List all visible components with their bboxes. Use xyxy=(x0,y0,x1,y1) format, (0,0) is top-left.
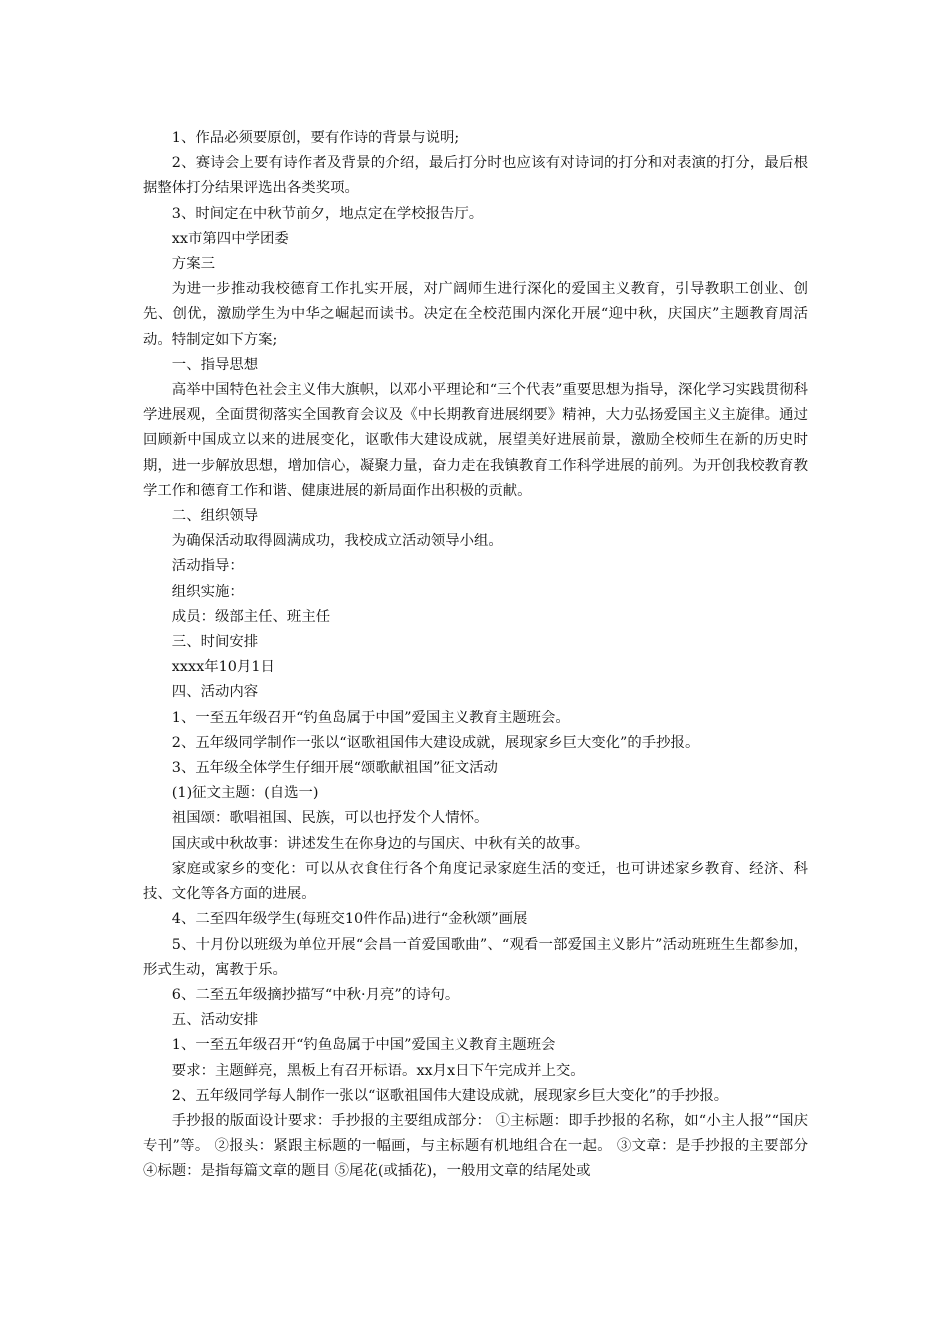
paragraph: 1、一至五年级召开“钓鱼岛属于中国”爱国主义教育主题班会 xyxy=(171,1037,556,1054)
section-heading: 三、时间安排 xyxy=(171,634,259,651)
paragraph: 2、五年级同学每人制作一张以“讴歌祖国伟大建设成就，展现家乡巨大变化”的手抄报。 xyxy=(171,1087,729,1104)
paragraph: 2、五年级同学制作一张以“讴歌祖国伟大建设成就，展现家乡巨大变化”的手抄报。 xyxy=(171,734,700,751)
section-heading: 二、组织领导 xyxy=(171,508,259,525)
paragraph: 活动指导： xyxy=(171,558,244,575)
paragraph: (1)征文主题：(自选一) xyxy=(171,785,319,802)
paragraph: xxxx年10月1日 xyxy=(171,659,275,676)
paragraph: 3、五年级全体学生仔细开展“颂歌献祖国”征文活动 xyxy=(171,760,498,777)
paragraph: 6、二至五年级摘抄描写“中秋·月亮”的诗句。 xyxy=(171,986,460,1003)
section-heading: 四、活动内容 xyxy=(171,684,259,701)
paragraph: 1、一至五年级召开“钓鱼岛属于中国”爱国主义教育主题班会。 xyxy=(171,709,570,726)
paragraph: 4、二至四年级学生(每班交10件作品)进行“金秋颂”画展 xyxy=(171,911,528,928)
paragraph: 为确保活动取得圆满成功，我校成立活动领导小组。 xyxy=(171,533,503,550)
paragraph: 3、时间定在中秋节前夕，地点定在学校报告厅。 xyxy=(171,205,484,222)
section-heading: 五、活动安排 xyxy=(171,1012,259,1029)
paragraph: 家庭或家乡的变化：可以从衣食住行各个角度记录家庭生活的变迁，也可讲述家乡教育、经济、科技、文化等各方面的进展。 xyxy=(143,860,808,903)
section-title: 方案三 xyxy=(171,256,215,273)
paragraph: 祖国颂：歌唱祖国、民族，可以也抒发个人情怀。 xyxy=(171,810,489,827)
paragraph: 高举中国特色社会主义伟大旗帜，以邓小平理论和“三个代表”重要思想为指导，深化学习实践贯彻科学进展观，全面贯彻落实全国教育会议及《中长期教育进展纲要》精神，大力弘扬爱国主义主旋律。通过回顾新中国成立以来的进展变化，讴歌伟大建设成就，展望美好进展前景，激励全校师生在新的历史时期，进一步解放思想，增加信心，凝聚力量，奋力走在我镇教育工作科学进展的前列。为开创我校教育教学工作和德育工作和谐、健康进展的新局面作出积极的贡献。 xyxy=(143,382,808,499)
paragraph: 5、十月份以班级为单位开展“会昌一首爱国歌曲”、“观看一部爱国主义影片”活动班班生生都参加，形式生动，寓教于乐。 xyxy=(143,936,808,978)
paragraph: 2、赛诗会上要有诗作者及背景的介绍，最后打分时也应该有对诗词的打分和对表演的打分，最后根据整体打分结果评选出各类奖项。 xyxy=(143,155,808,197)
paragraph: 组织实施： xyxy=(171,583,244,600)
paragraph: 要求：主题鲜亮，黑板上有召开标语。xx月x日下午完成并上交。 xyxy=(171,1062,585,1079)
organization-signature: xx市第四中学团委 xyxy=(171,230,289,247)
paragraph: 手抄报的版面设计要求：手抄报的主要组成部分： ①主标题：即手抄报的名称，如“小主人报”“国庆专刊”等。 ②报头：紧跟主标题的一幅画，与主标题有机地组合在一起。 ③文章：是手抄报的主要部分 ④标题：是指每篇文章的题目 ⑤尾花(或插花)，一般用文章的结尾处或 xyxy=(143,1112,808,1180)
section-heading: 一、指导思想 xyxy=(171,356,259,373)
paragraph: 成员：级部主任、班主任 xyxy=(171,608,331,625)
paragraph: 国庆或中秋故事：讲述发生在你身边的与国庆、中秋有关的故事。 xyxy=(171,835,590,852)
paragraph: 1、作品必须要原创，要有作诗的背景与说明; xyxy=(171,130,460,146)
paragraph: 为进一步推动我校德育工作扎实开展，对广阔师生进行深化的爱国主义教育，引导教职工创业、创先、创优，激励学生为中华之崛起而读书。决定在全校范围内深化开展“迎中秋，庆国庆”主题教育周活动。特制定如下方案; xyxy=(143,281,808,348)
document-page xyxy=(143,126,808,1185)
